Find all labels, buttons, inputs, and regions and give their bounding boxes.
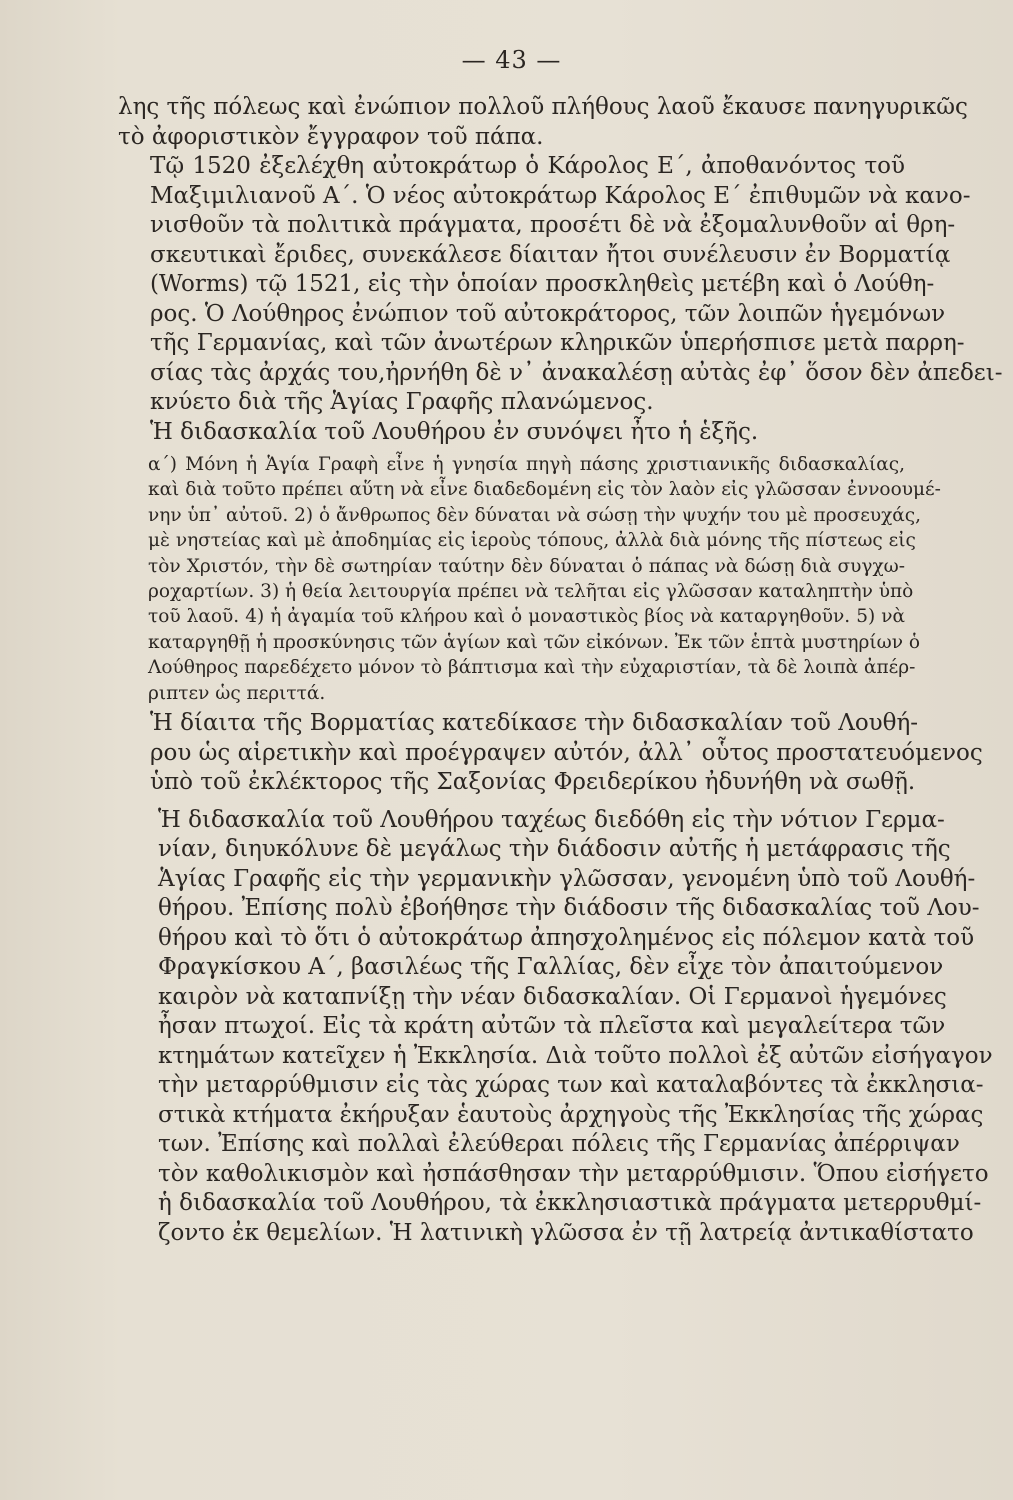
text-line: λης τῆς πόλεως καὶ ἐνώπιον πολλοῦ πλήθους λαοῦ ἔκαυσε πανηγυρικῶς bbox=[118, 94, 968, 120]
text-line: Τῷ 1520 ἐξελέχθη αὐτοκράτωρ ὁ Κάρολος Ε΄, ἀποθανόντος τοῦ bbox=[150, 153, 905, 179]
text-line: θήρου. Ἐπίσης πολὺ ἐβοήθησε τὴν διάδοσιν τῆς διδασκαλίας τοῦ Λου- bbox=[158, 895, 980, 922]
text-line: Ἡ διδασκαλία τοῦ Λουθήρου ἐν συνόψει ἦτο ἡ ἑξῆς. bbox=[150, 418, 759, 445]
text-line: καὶ διὰ τοῦτο πρέπει αὕτη νὰ εἶνε διαδεδομένη εἰς τὸν λαὸν εἰς γλῶσσαν ἐννοουμέ- bbox=[148, 479, 941, 501]
text-line: θήρου καὶ τὸ ὅτι ὁ αὐτοκράτωρ ἀπησχολημένος εἰς πόλεμον κατὰ τοῦ bbox=[158, 924, 975, 951]
text-line: Μαξιμιλιανοῦ Α΄. Ὁ νέος αὐτοκράτωρ Κάρολος Ε΄ ἐπιθυμῶν νὰ κανο- bbox=[150, 182, 971, 209]
text-line: ἡ διδασκαλία τοῦ Λουθήρου, τὰ ἐκκλησιαστικὰ πράγματα μετερρυθμί- bbox=[158, 1190, 982, 1217]
text-line: ριπτεν ὡς περιττά. bbox=[148, 682, 326, 704]
page-number: — 43 — bbox=[461, 46, 562, 74]
text-line: ρος. Ὁ Λούθηρος ἐνώπιον τοῦ αὐτοκράτορος, τῶν λοιπῶν ἡγεμόνων bbox=[150, 300, 946, 327]
paragraph-1 bbox=[118, 93, 968, 152]
text-line: των. Ἐπίσης καὶ πολλαὶ ἐλεύθεραι πόλεις τῆς Γερμανίας ἀπέρριψαν bbox=[158, 1131, 960, 1158]
text-line: τὴν μεταρρύθμισιν εἰς τὰς χώρας των καὶ καταλαβόντες τὰ ἐκκλησια- bbox=[158, 1072, 984, 1099]
text-line: μὲ νηστείας καὶ μὲ ἀποδημίας εἰς ἱεροὺς τόπους, ἀλλὰ διὰ μόνης τῆς πίστεως εἰς bbox=[148, 530, 916, 552]
text-line: στικὰ κτήματα ἐκήρυξαν ἑαυτοὺς ἀρχηγοὺς τῆς Ἐκκλησίας τῆς χώρας bbox=[158, 1101, 984, 1128]
text-line: ἦσαν πτωχοί. Εἰς τὰ κράτη αὐτῶν τὰ πλεῖστα καὶ μεγαλείτερα τῶν bbox=[158, 1013, 946, 1040]
text-line: καιρὸν νὰ καταπνίξῃ τὴν νέαν διδασκαλίαν. Οἱ Γερμανοὶ ἡγεμόνες bbox=[158, 983, 947, 1010]
text-line: τοῦ λαοῦ. 4) ἡ ἀγαμία τοῦ κλήρου καὶ ὁ μοναστικὸς βίος νὰ καταργηθοῦν. 5) νὰ bbox=[148, 606, 905, 628]
text-line: τὸν καθολικισμὸν καὶ ἠσπάσθησαν τὴν μεταρρύθμισιν. Ὅπου εἰσήγετο bbox=[158, 1160, 989, 1187]
text-line: α΄) Μόνη ἡ Ἁγία Γραφὴ εἶνε ἡ γνησία πηγὴ πάσης χριστιανικῆς διδασκαλίας, bbox=[148, 454, 905, 475]
text-line: καταργηθῇ ἡ προσκύνησις τῶν ἁγίων καὶ τῶν εἰκόνων. Ἐκ τῶν ἑπτὰ μυστηρίων ὁ bbox=[148, 631, 920, 653]
text-line: τῆς Γερμανίας, καὶ τῶν ἀνωτέρων κληρικῶν ὑπερήσπισε μετὰ παρρη- bbox=[150, 330, 965, 356]
doctrine-summary bbox=[118, 452, 941, 706]
text-line: Ἁγίας Γραφῆς εἰς τὴν γερμανικὴν γλῶσσαν, γενομένη ὑπὸ τοῦ Λουθή- bbox=[158, 865, 976, 892]
text-line: Ἡ δίαιτα τῆς Βορματίας κατεδίκασε τὴν διδασκαλίαν τοῦ Λουθή- bbox=[150, 710, 919, 737]
text-line: τὸν Χριστόν, τὴν δὲ σωτηρίαν ταύτην δὲν δύναται ὁ πάπας νὰ δώσῃ διὰ συγχω- bbox=[148, 555, 905, 577]
text-line: Ἡ διδασκαλία τοῦ Λουθήρου ταχέως διεδόθη εἰς τὴν νότιον Γερμα- bbox=[158, 806, 945, 833]
paragraph-4 bbox=[118, 709, 983, 798]
text-line: Λούθηρος παρεδέχετο μόνον τὸ βάπτισμα καὶ τὴν εὐχαριστίαν, τὰ δὲ λοιπὰ ἀπέρ- bbox=[148, 657, 916, 679]
text-line: ζοντο ἐκ θεμελίων. Ἡ λατινικὴ γλῶσσα ἐν τῇ λατρείᾳ ἀντικαθίστατο bbox=[158, 1219, 974, 1246]
text-line: νην ὑπ᾽ αὐτοῦ. 2) ὁ ἄνθρωπος δὲν δύναται νὰ σώσῃ τὴν ψυχήν του μὲ προσευχάς, bbox=[148, 504, 922, 526]
text-line: νισθοῦν τὰ πολιτικὰ πράγματα, προσέτι δὲ νὰ ἐξομαλυνθοῦν αἱ θρη- bbox=[150, 212, 956, 238]
text-line: σκευτικαὶ ἔριδες, συνεκάλεσε δίαιταν ἤτοι συνέλευσιν ἐν Βορματίᾳ bbox=[150, 241, 951, 268]
paragraph-3 bbox=[118, 418, 905, 448]
paragraph-5 bbox=[118, 806, 993, 1249]
text-line: σίας τὰς ἀρχάς του,ἠρνήθη δὲ ν᾽ ἀνακαλέσῃ αὐτὰς ἐφ᾽ ὅσον δὲν ἀπεδει- bbox=[150, 359, 1003, 386]
paragraph-2 bbox=[118, 152, 1003, 418]
text-line: ρου ὡς αἱρετικὴν καὶ προέγραψεν αὐτόν, ἀλλ᾽ οὗτος προστατευόμενος bbox=[150, 739, 983, 766]
text-line: κτημάτων κατεῖχεν ἡ Ἐκκλησία. Διὰ τοῦτο πολλοὶ ἐξ αὐτῶν εἰσήγαγον bbox=[158, 1042, 993, 1069]
text-line: (Worms) τῷ 1521, εἰς τὴν ὁποίαν προσκληθεὶς μετέβη καὶ ὁ Λούθη- bbox=[150, 271, 935, 297]
text-line: ὑπὸ τοῦ ἐκλέκτορος τῆς Σαξονίας Φρειδερίκου ἠδυνήθη νὰ σωθῇ. bbox=[150, 769, 916, 796]
text-line: τὸ ἀφοριστικὸν ἔγγραφον τοῦ πάπα. bbox=[118, 123, 544, 150]
text-line: ροχαρτίων. 3) ἡ θεία λειτουργία πρέπει νὰ τελῆται εἰς γλῶσσαν καταληπτὴν ὑπὸ bbox=[148, 581, 914, 603]
text-line: νίαν, διηυκόλυνε δὲ μεγάλως τὴν διάδοσιν αὐτῆς ἡ μετάφρασις τῆς bbox=[158, 836, 951, 863]
text-line: κνύετο διὰ τῆς Ἁγίας Γραφῆς πλανώμενος. bbox=[150, 389, 654, 415]
text-line: Φραγκίσκου Α΄, βασιλέως τῆς Γαλλίας, δὲν εἶχε τὸν ἀπαιτούμενον bbox=[158, 954, 944, 981]
